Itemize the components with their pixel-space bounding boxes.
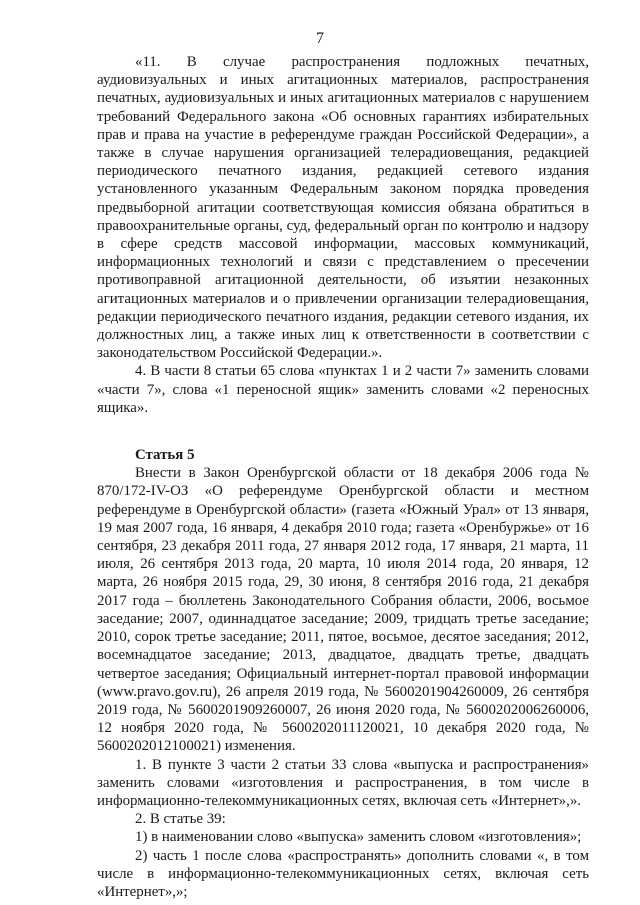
article-heading: Статья 5 [135,447,195,464]
paragraph-item-1: 1. В пункте 3 части 2 статьи 33 слова «выпуска и распространения» заменить словами «изготовления и распространения, в том числе в информационно-телекоммуникационных сетях, включая сеть «Интернет»,». [97,756,589,809]
paragraph-clause-11: «11. В случае распространения подложных печатных, аудиовизуальных и иных агитационных материалов, распространения печатных, аудиовизуальных и иных агитационных материалов с нарушением требований Федерального закона «Об основных гарантиях избирательных прав и права на участие в референдуме граждан Российской Федерации», а также в случае нарушения организацией телерадиовещания, редакцией периодического печатного издания, редакцией сетевого издания установленного указанным Федеральным законом порядка проведения предвыборной агитации соответствующая комиссия обязана обратиться в правоохранительные органы, суд, федеральный орган по контролю и надзору в сфере средств массовой информации, массовых коммуникаций, информационных технологий и связи с представлением о пресечении противоправной агитационной деятельности, об изъятии незаконных агитационных материалов и о привлечении организации телерадиовещания, редакции периодического печатного издания, редакции сетевого издания, их должностных лиц, а также иных лиц к ответственности в соответствии с законодательством Российской Федерации.». [97,54,589,362]
paragraph-item-2: 2. В статье 39: [135,811,226,828]
paragraph-subitem-1: 1) в наименовании слово «выпуска» заменить словом «изготовления»; [135,829,582,846]
paragraph-subitem-2: 2) часть 1 после слова «распространять» дополнить словами «, в том числе в информационно-телекоммуникационных сетях, включая сеть «Интернет»,»; [97,847,589,900]
document-body [97,53,589,901]
page-number: 7 [316,30,324,47]
paragraph-article-intro: Внести в Закон Оренбургской области от 18 декабря 2006 года № 870/172-IV-ОЗ «О референдуме Оренбургской области и местном референдуме в Оренбургской области» (газета «Южный Урал» от 13 января, 19 мая 2007 года, 16 января, 4 декабря 2010 года; газета «Оренбуржье» от 16 сентября, 23 декабря 2011 года, 27 января 2012 года, 17 января, 21 марта, 11 июля, 26 сентября 2013 года, 20 марта, 10 июля 2014 года, 20 января, 12 марта, 26 ноября 2015 года, 29, 30 июня, 8 сентября 2016 года, 21 декабря 2017 года – бюллетень Законодательного Собрания области, 2006, восьмое заседание; 2007, одиннадцатое заседание; 2009, тридцать третье заседание; 2010, сорок третье заседание; 2011, пятое, восьмое, десятое заседания; 2012, восемнадцатое заседание; 2013, двадцатое, двадцать третье, двадцать четвертое заседания; Официальный интернет-портал правовой информации (www.pravo.gov.ru), 26 апреля 2019 года, № 5600201904260009, 26 сентября 2019 года, № 5600201909260007, 26 июня 2020 года, № 5600202006260006, 12 ноября 2020 года, № 5600202011120021, 10 декабря 2020 года, № 5600202012100021) изменения. [97,465,589,755]
paragraph-item-4: 4. В части 8 статьи 65 слова «пунктах 1 и 2 части 7» заменить словами «части 7», слова «1 переносной ящик» заменить словами «2 переносных ящика». [97,363,589,416]
